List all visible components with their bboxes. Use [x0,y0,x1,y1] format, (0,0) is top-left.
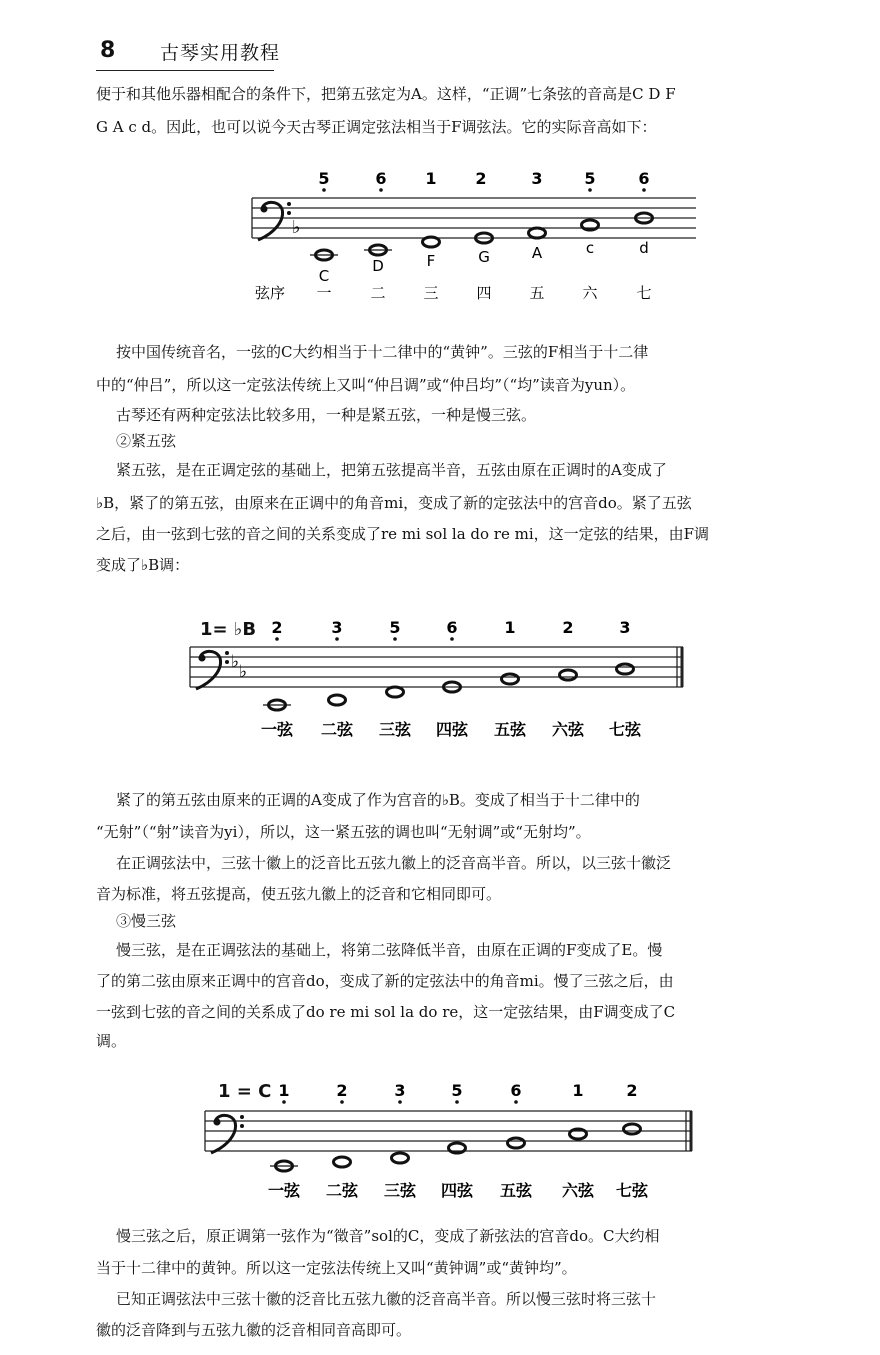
note-name-label: D [372,257,384,275]
staff-lines-2 [190,647,683,687]
whole-note [529,228,546,238]
whole-note [387,687,404,697]
jianpu-number: 6 [375,169,387,188]
whole-note [617,664,634,674]
text-line: 调。 [96,1032,127,1050]
section-heading: ③慢三弦 [116,912,177,930]
jianpu-number: 3 [531,169,543,188]
text-line: 徽的泛音降到与五弦九徽的泛音相同音高即可。 [96,1321,412,1339]
whole-note [316,250,333,260]
whole-note [423,237,440,247]
header-rule [96,70,274,71]
jianpu-number: 1 [572,1081,584,1100]
string-label: 三弦 [383,1181,417,1200]
text-line: 紧五弦，是在正调定弦的基础上，把第五弦提高半音，五弦由原在正调时的A变成了 [116,461,667,479]
whole-note [334,1157,351,1167]
bass-clef-icon [196,651,229,689]
string-label: 五弦 [499,1181,533,1200]
octave-dot-below [282,1100,286,1104]
whole-note [476,233,493,243]
string-label: 五 [529,284,545,302]
key-signature-label: 1= ♭B [200,619,257,640]
text-line: 音为标准，将五弦提高，使五弦九徽上的泛音和它相同即可。 [96,885,502,903]
octave-dot-below [514,1100,518,1104]
flat-sign-icon: ♭ [239,662,248,682]
jianpu-number: 2 [626,1081,638,1100]
string-label: 六弦 [551,720,585,739]
jianpu-number: 3 [619,618,631,637]
note-name-label: A [531,244,543,262]
octave-dot-below [642,188,646,192]
text-line: 古琴还有两种定弦法比较多用，一种是紧五弦，一种是慢三弦。 [116,406,537,424]
whole-note [508,1138,525,1148]
jianpu-number: 3 [331,618,343,637]
string-label: 二 [370,284,386,302]
text-line: 一弦到七弦的音之间的关系成了do re mi sol la do re，这一定弦结果，由F调变成了C [96,1003,676,1021]
string-order-label: 弦序 [254,284,286,302]
jianpu-number: 6 [446,618,458,637]
whole-note [636,213,653,223]
bass-clef-icon [211,1115,244,1153]
octave-dot-below [379,188,383,192]
string-label: 一 [316,284,332,302]
page-number: 8 [100,38,116,63]
whole-note [269,700,286,710]
string-label: 四弦 [435,720,469,739]
octave-dot-below [450,637,454,641]
jianpu-number: 1 [425,169,437,188]
text-line: G A c d。因此，也可以说今天古琴正调定弦法相当于F调弦法。它的实际音高如下： [96,118,657,136]
string-label: 六弦 [561,1181,595,1200]
text-line: 在正调弦法中，三弦十徽上的泛音比五弦九徽上的泛音高半音。所以，以三弦十徽泛 [116,854,672,872]
text-line: 慢三弦之后，原正调第一弦作为“徵音”sol的C，变成了新弦法的宫音do。C大约相 [116,1227,660,1245]
text-line: 变成了♭B调： [96,556,190,574]
octave-dot-below [455,1100,459,1104]
octave-dot-below [393,637,397,641]
staff-lines-1 [252,198,696,238]
text-line: “无射”（“射”读音为yi），所以，这一紧五弦的调也叫“无射调”或“无射均”。 [96,823,591,841]
whole-note [370,245,387,255]
string-label: 七 [636,284,652,302]
whole-note [444,682,461,692]
section-heading: ②紧五弦 [116,432,177,450]
string-label: 二弦 [325,1181,359,1200]
text-line: 慢三弦，是在正调弦法的基础上，将第二弦降低半音，由原在正调的F变成了E。慢 [116,941,663,959]
bass-clef-icon [258,202,291,240]
string-label: 一弦 [267,1181,301,1200]
whole-note [392,1153,409,1163]
flat-sign-icon: ♭ [292,217,301,238]
jianpu-number: 2 [271,618,283,637]
book-title: 古琴实用教程 [160,42,281,64]
octave-dot-below [322,188,326,192]
jianpu-number: 5 [584,169,596,188]
key-signature-label: 1 = C [218,1081,272,1102]
jianpu-number: 5 [451,1081,463,1100]
text-line: 已知正调弦法中三弦十徽的泛音比五弦九徽的泛音高半音。所以慢三弦时将三弦十 [116,1290,657,1308]
whole-note [560,670,577,680]
note-name-label: C [318,267,330,285]
text-line: 了的第二弦由原来正调中的宫音do，变成了新的定弦法中的角音mi。慢了三弦之后，由 [96,972,674,990]
jianpu-number: 5 [389,618,401,637]
jianpu-number: 6 [510,1081,522,1100]
string-label: 三弦 [378,720,412,739]
jianpu-number: 3 [394,1081,406,1100]
string-label: 五弦 [493,720,527,739]
note-name-label: d [639,239,649,257]
text-line: 之后，由一弦到七弦的音之间的关系变成了re mi sol la do re mi，这一定弦的结果，由F调 [96,525,710,543]
octave-dot-below [588,188,592,192]
whole-note [624,1124,641,1134]
octave-dot-below [340,1100,344,1104]
string-label: 三 [423,284,439,302]
octave-dot-below [335,637,339,641]
whole-note [570,1129,587,1139]
note-name-label: c [585,239,595,257]
jianpu-number: 6 [638,169,650,188]
jianpu-number: 2 [336,1081,348,1100]
string-label: 二弦 [320,720,354,739]
octave-dot-below [275,637,279,641]
text-line: 中的“仲吕”，所以这一定弦法传统上又叫“仲吕调”或“仲吕均”（“均”读音为yun）。 [96,376,636,394]
text-line: 当于十二律中的黄钟。所以这一定弦法传统上又叫“黄钟调”或“黄钟均”。 [96,1259,577,1277]
text-line: 按中国传统音名，一弦的C大约相当于十二律中的“黄钟”。三弦的F相当于十二律 [116,343,649,361]
jianpu-number: 5 [318,169,330,188]
jianpu-number: 1 [504,618,516,637]
whole-note [582,220,599,230]
text-line: ♭B，紧了的第五弦，由原来在正调中的角音mi，变成了新的定弦法中的宫音do。紧了五弦 [96,494,692,512]
note-name-label: G [478,248,490,266]
staff-lines-3 [205,1111,692,1151]
note-name-label: F [426,252,436,270]
string-label: 六 [582,284,598,302]
text-line: 紧了的第五弦由原来的正调的A变成了作为宫音的♭B。变成了相当于十二律中的 [116,791,640,809]
flat-sign-icon: ♭ [231,652,240,672]
jianpu-number: 2 [475,169,487,188]
string-label: 四 [476,284,492,302]
whole-note [449,1143,466,1153]
string-label: 七弦 [608,720,642,739]
jianpu-number: 1 [278,1081,290,1100]
text-line: 便于和其他乐器相配合的条件下，把第五弦定为A。这样，“正调”七条弦的音高是C D F [96,85,676,103]
whole-note [276,1161,293,1171]
string-label: 一弦 [260,720,294,739]
jianpu-number: 2 [562,618,574,637]
string-label: 七弦 [615,1181,649,1200]
whole-note [329,695,346,705]
octave-dot-below [398,1100,402,1104]
whole-note [502,674,519,684]
string-label: 四弦 [440,1181,474,1200]
